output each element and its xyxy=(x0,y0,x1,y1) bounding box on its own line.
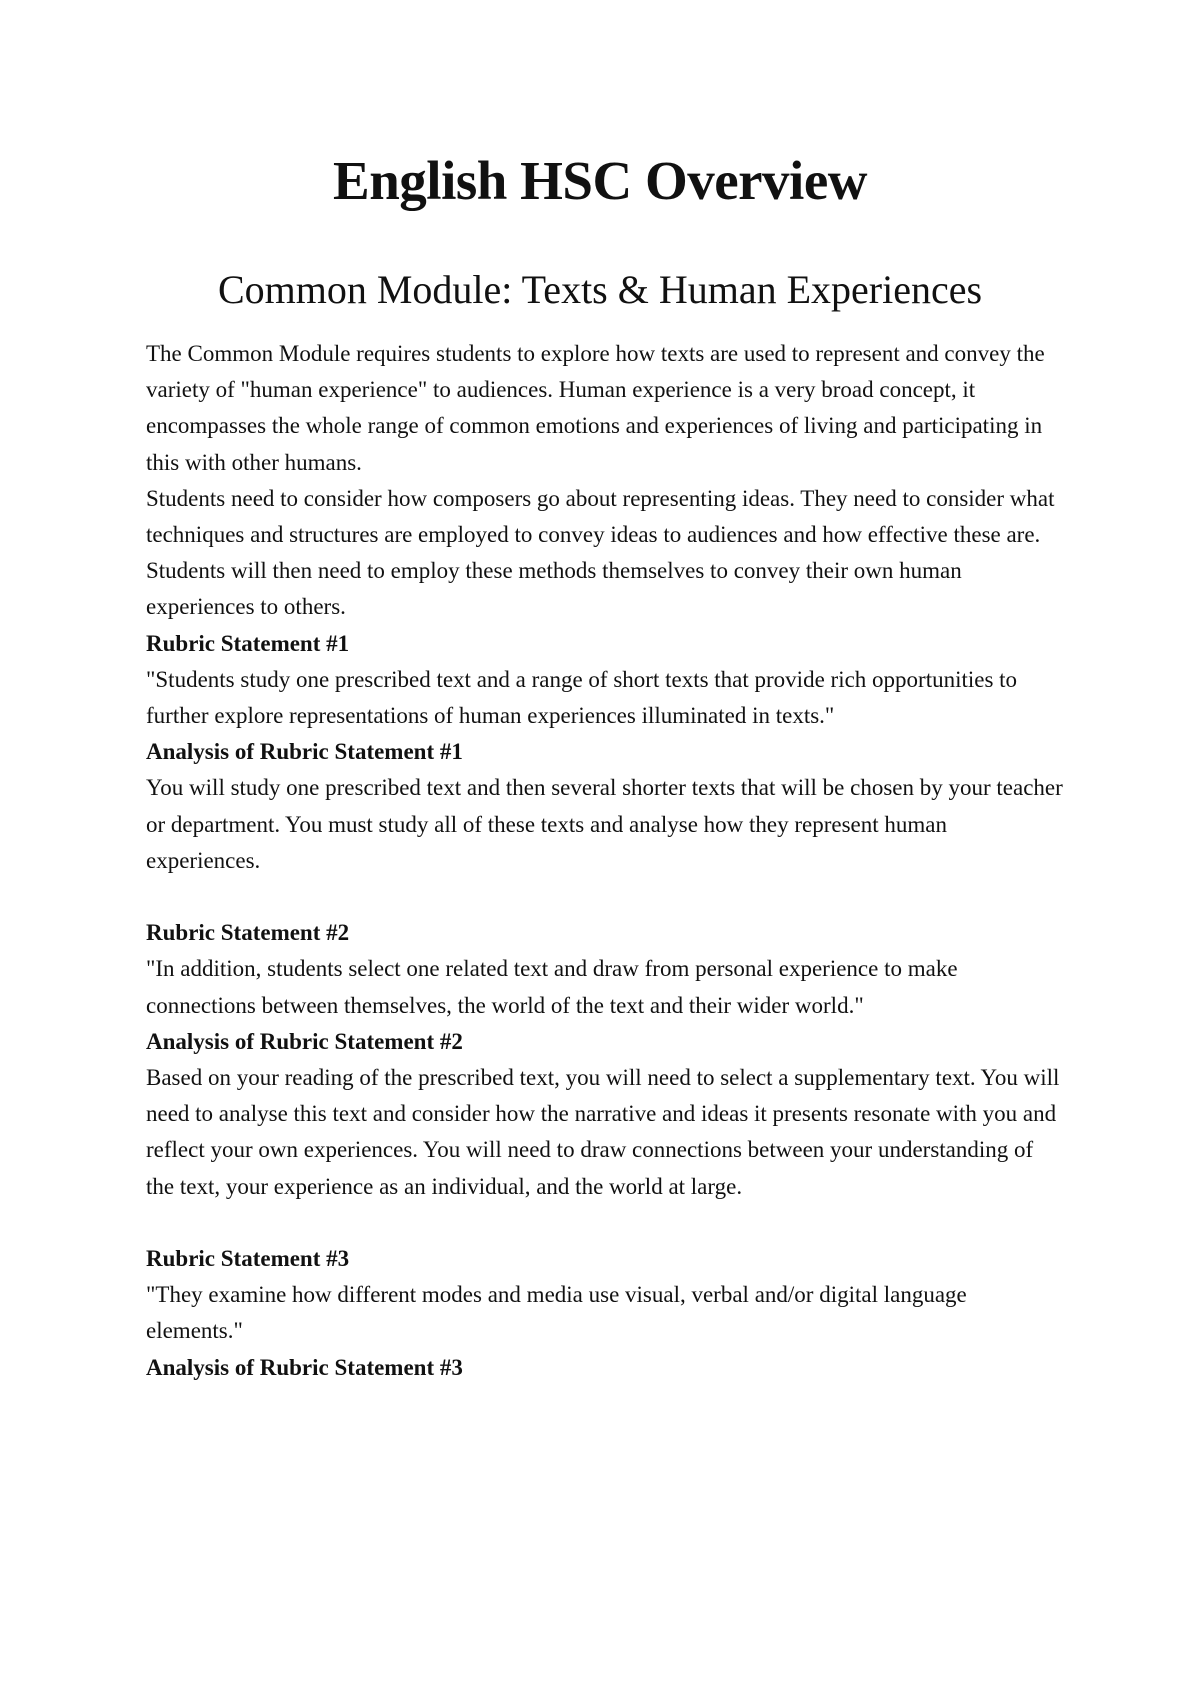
rubric-statement-label: Rubric Statement #1 xyxy=(146,630,350,656)
rubric-analysis-label: Analysis of Rubric Statement #3 xyxy=(146,1354,463,1380)
rubric-section-2 xyxy=(146,915,1066,1205)
rubric-statement-text: "They examine how different modes and media use visual, verbal and/or digital language elements." xyxy=(146,1282,967,1344)
section-spacer xyxy=(146,1205,1066,1241)
rubric-section-1 xyxy=(146,626,1066,879)
rubric-analysis-label: Analysis of Rubric Statement #1 xyxy=(146,739,463,765)
rubric-statement-text: "In addition, students select one related text and draw from personal experience to make connections between themselves, the world of the text and their wider world." xyxy=(146,956,958,1018)
rubric-section-3 xyxy=(146,1241,1066,1386)
rubric-analysis-text: Based on your reading of the prescribed text, you will need to select a supplementary text. You will need to analyse this text and consider how the narrative and ideas it presents resonate with you and reflect your own experiences. You will need to draw connections between your understanding of the text, your experience as an individual, and the world at large. xyxy=(146,1065,1060,1199)
intro-paragraph: Students need to consider how composers go about representing ideas. They need to consider what techniques and structures are employed to convey ideas to audiences and how effective these are. Students will then need to employ these methods themselves to convey their own human experiences to others. xyxy=(146,485,1055,620)
rubric-analysis-label: Analysis of Rubric Statement #2 xyxy=(146,1028,463,1054)
rubric-statement-label: Rubric Statement #3 xyxy=(146,1246,350,1272)
document-title: English HSC Overview xyxy=(333,150,867,211)
document-body xyxy=(146,336,1066,1386)
rubric-analysis-text: You will study one prescribed text and then several shorter texts that will be chosen by your teacher or department. You must study all of these texts and analyse how they represent human experiences. xyxy=(146,775,1063,873)
rubric-statement-label: Rubric Statement #2 xyxy=(146,920,350,946)
intro-paragraph: The Common Module requires students to explore how texts are used to represent and convey the variety of "human experience" to audiences. Human experience is a very broad concept, it encompasses the whole range of common emotions and experiences of living and participating in this with other humans. xyxy=(146,341,1045,475)
section-spacer xyxy=(146,879,1066,915)
rubric-statement-text: "Students study one prescribed text and a range of short texts that provide rich opportunities to further explore representations of human experiences illuminated in texts." xyxy=(146,666,1018,729)
module-heading: Common Module: Texts & Human Experiences xyxy=(217,267,983,312)
